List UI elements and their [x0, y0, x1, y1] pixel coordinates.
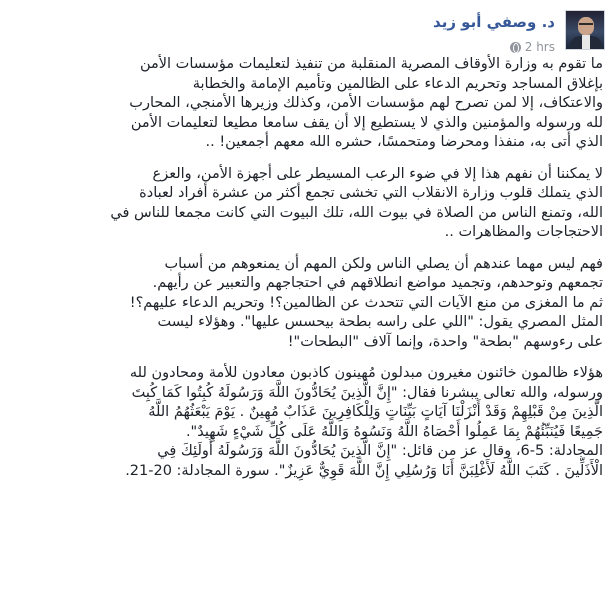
- post-line: لله ورسوله والمؤمنين والذي لا يستطيع إلا أن يقف سامعا مطيعا لتعليمات الأمن: [130, 114, 603, 131]
- author-avatar[interactable]: [565, 10, 605, 50]
- post-line: المثل المصري يقول: "اللي على راسه بطحة بيحسس عليها". وهؤلاء ليست: [157, 314, 603, 330]
- post-line: المجادلة: 5-6، وقال عز من قائل: "إِنَّ الَّذِينَ يُحَادُّونَ اللَّهَ وَرَسُولَهُ أُولَئِكَ فِي: [157, 443, 603, 459]
- post-line: ثم ما المغزى من منع الآيات التي تتحدث عن الظالمين؟! وتحريم الدعاء عليهم؟!: [129, 294, 603, 311]
- post-line: الْأَذَلِّينَ . كَتَبَ اللَّهُ لَأَغْلِبَنَّ أَنَا وَرُسُلِي إِنَّ اللَّهَ قَوِيٌّ عَزِيزٌ". سورة المجادلة: 20-21.: [125, 462, 603, 479]
- post-line: بإغلاق المساجد وتحريم الدعاء على الظالمين وتأميم الإمامة والخطابة: [192, 75, 603, 92]
- avatar-shirt: [582, 35, 590, 50]
- post-meta: [510, 40, 555, 54]
- post-line: الله، وتمنع الناس من الصلاة في بيوت الله، تلك البيوت التي كانت مجمعا للناس في: [110, 204, 603, 221]
- post-line: فهم ليس مهما عندهم أن يصلي الناس ولكن المهم أن يمنعوهم من أسباب: [164, 255, 603, 272]
- post-line: الَّذِينَ مِنْ قَبْلِهِمْ وَقَدْ أَنْزَلْنَا آيَاتٍ بَيِّنَاتٍ وَلِلْكَافِرِينَ عَذَابٌ مُهِينٌ . يَوْمَ يَبْعَثُهُمُ اللَّهُ: [148, 404, 603, 420]
- post-paragraph-4: [8, 364, 603, 481]
- post-paragraph-2: [8, 165, 603, 243]
- post-timestamp[interactable]: 2 hrs: [524, 40, 555, 54]
- post-line: على رءوسهم "بطحة" واحدة، وإنما آلاف "البطحات"!: [287, 333, 603, 350]
- post-line: الذي يتملك قلوب وزارة الانقلاب التي تخشى تجمع أكثر من عشرة أفراد لعبادة: [139, 185, 603, 201]
- post-paragraph-1: [8, 55, 603, 153]
- post-text: [8, 55, 603, 489]
- post-line: تجمعهم وتوحدهم، وتجميد مواضع انطلاقهم في احتجاجهم والتعبير عن رأيهم.: [152, 275, 603, 291]
- post-line: لا يمكننا أن نفهم هذا إلا في ضوء الرعب المسيطر على أجهزة الأمن، والعزع: [152, 165, 603, 182]
- post-line: والاعتكاف، إلا لمن تصرح لهم مؤسسات الأمن، وكذلك وزيرها الأمنجي، المحارب: [129, 95, 603, 111]
- post-line: ما تقوم به وزارة الأوقاف المصرية المنقلبة من تنفيذ لتعليمات مؤسسات الأمن: [139, 56, 603, 72]
- post-line: الذي أتى به، منفذا ومحرضا ومتحمسًا، حشره الله معهم أجمعين! ..: [205, 134, 603, 150]
- post-line: ورسوله، والله تعالى يبشرنا فقال: "إِنَّ الَّذِينَ يُحَادُّونَ اللَّهَ وَرَسُولَهُ كُبِتُوا كَمَا كُبِتَ: [131, 384, 603, 401]
- post-line: الاحتجاجات والمظاهرات ..: [444, 224, 603, 240]
- author-name-link[interactable]: د. وصفي أبو زيد: [433, 13, 555, 31]
- post-line: هؤلاء ظالمون خائنون مغيرون مبدلون مُهينون كاذبون معادون للأمة ومحادون لله: [129, 365, 603, 381]
- post-paragraph-3: [8, 255, 603, 353]
- post-line: جَمِيعًا فَيُنَبِّئُهُمْ بِمَا عَمِلُوا أَحْصَاهُ اللَّهُ وَنَسُوهُ وَاللَّهُ عَلَى كُلِّ شَيْءٍ شَهِيدٌ".: [185, 423, 603, 440]
- globe-icon[interactable]: [510, 42, 521, 53]
- avatar-glasses: [579, 23, 593, 28]
